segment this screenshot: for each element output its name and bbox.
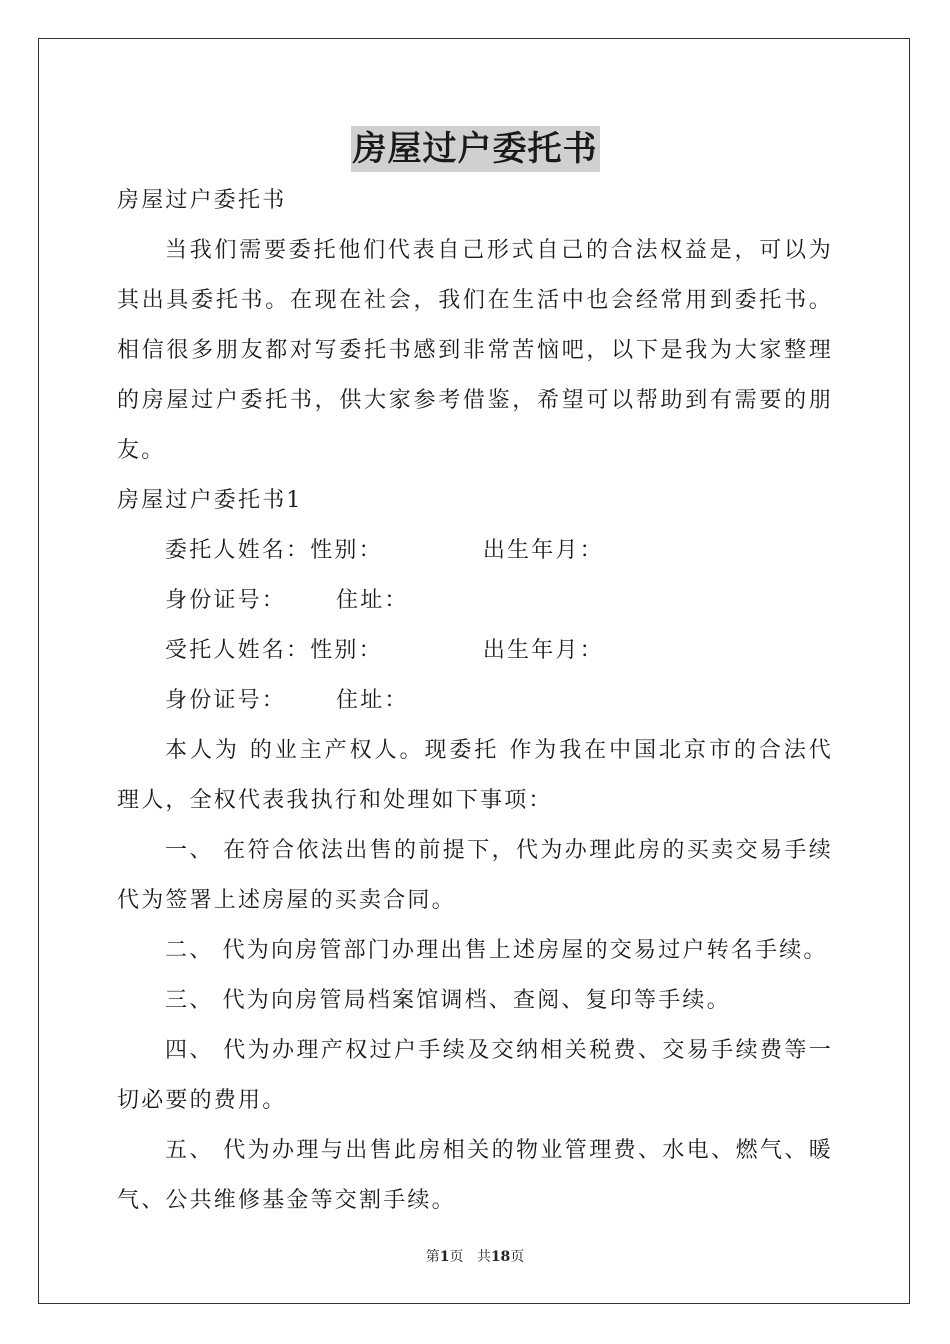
item-paragraph: 三、 代为向房管局档案馆调档、查阅、复印等手续。 [165,988,731,1013]
page-number: 1 [439,1249,450,1265]
agent-id-row [117,676,833,726]
total-prefix: 共 [476,1249,491,1265]
principal-id-label: 身份证号： [165,588,287,613]
document-subtitle: 房屋过户委托书 [117,188,287,213]
page-suffix: 页 [449,1249,464,1265]
item-paragraph: 四、 代为办理产权过户手续及交纳相关税费、交易手续费等一切必要的费用。 [117,1038,833,1113]
principal-address-label: 住址： [336,588,409,613]
agent-birth-label: 出生年月： [482,638,604,663]
intro-paragraph: 当我们需要委托他们代表自己形式自己的合法权益是，可以为其出具委托书。在现在社会，我们在生活中也会经常用到委托书。相信很多朋友都对写委托书感到非常苦恼吧，以下是我为大家整理的房屋过户委托书，供大家参考借鉴，希望可以帮助到有需要的朋友。 [117,238,833,463]
agent-name-row [117,626,833,676]
page-footer [0,1246,950,1266]
item-paragraph: 一、 在符合依法出售的前提下，代为办理此房的买卖交易手续代为签署上述房屋的买卖合同。 [117,838,833,913]
document-body [117,176,833,1226]
principal-name-row [117,526,833,576]
document-title: 房屋过户委托书 [351,126,600,172]
statement-paragraph: 本人为 的业主产权人。现委托 作为我在中国北京市的合法代理人，全权代表我执行和处理如下事项： [117,738,833,813]
title-container [0,126,950,172]
page-prefix: 第 [425,1249,440,1265]
principal-birth-label: 出生年月： [482,538,604,563]
principal-name-label: 委托人姓名：性别： [165,538,383,563]
item-paragraph: 二、 代为向房管部门办理出售上述房屋的交易过户转名手续。 [165,938,828,963]
agent-address-label: 住址： [336,688,409,713]
section-heading: 房屋过户委托书1 [117,488,303,513]
item-paragraph: 五、 代为办理与出售此房相关的物业管理费、水电、燃气、暖气、公共维修基金等交割手续。 [117,1138,833,1213]
agent-name-label: 受托人姓名：性别： [165,638,383,663]
principal-id-row [117,576,833,626]
total-pages: 18 [490,1249,511,1265]
agent-id-label: 身份证号： [165,688,287,713]
total-suffix: 页 [510,1249,525,1265]
